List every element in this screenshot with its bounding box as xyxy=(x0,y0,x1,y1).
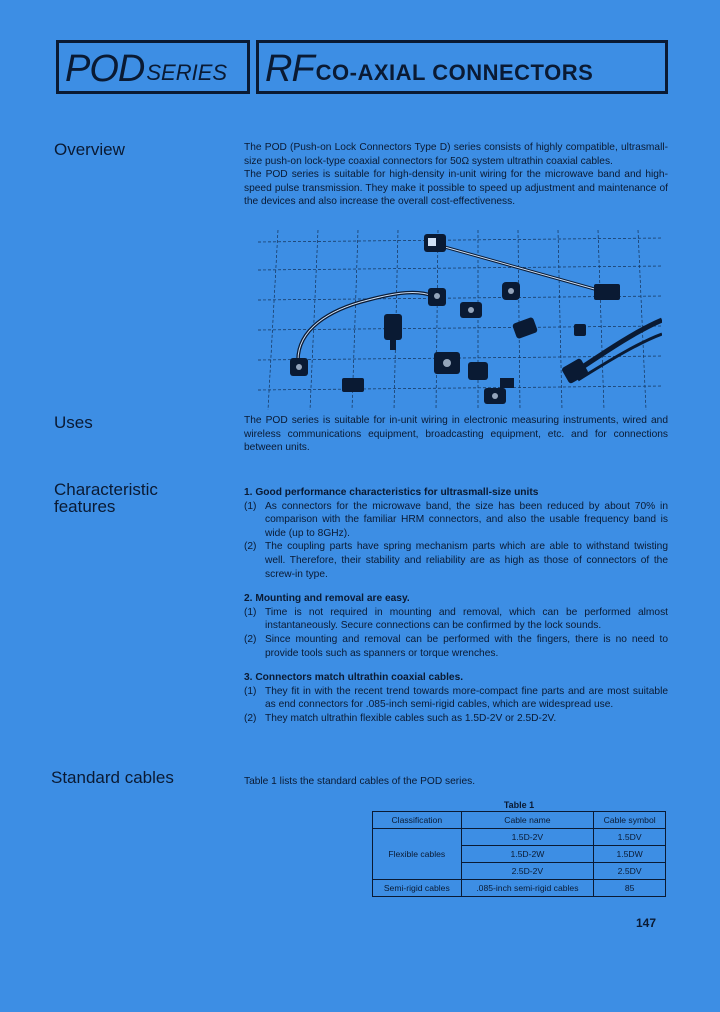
feature-item-text: They match ultrathin flexible cables such as 1.5D-2V or 2.5D-2V. xyxy=(265,712,557,724)
feature-item-number: (1) xyxy=(244,606,257,618)
standard-cables-table xyxy=(372,811,666,897)
feature-item-text: Time is not required in mounting and removal, which can be performed almost instantaneously. Secure connections can be confirmed by the lock sounds. xyxy=(265,606,668,632)
feature-group-1 xyxy=(244,486,668,581)
feature-group-3 xyxy=(244,671,668,725)
characteristics-title xyxy=(54,481,158,515)
feature-item-number: (2) xyxy=(244,633,257,645)
classification-cell: Semi-rigid cables xyxy=(373,880,462,897)
feature-item xyxy=(244,606,668,633)
connector-parts xyxy=(290,234,620,404)
overview-paragraph-2: The POD series is suitable for high-density in-unit wiring for the microwave band and high-speed pulse transmission. They make it possible to speed up adjustment and maintenance of the devices and also increase the overall cost-effectiveness. xyxy=(244,169,668,208)
cable-symbol-cell: 1.5DV xyxy=(594,829,666,846)
overview-paragraph-1: The POD (Push-on Lock Connectors Type D) series consists of highly compatible, ultrasmall-size push-on lock-type coaxial connectors for 50Ω system ultrathin coaxial cables. xyxy=(244,142,668,167)
series-name: POD xyxy=(65,48,145,90)
column-header: Cable symbol xyxy=(594,812,666,829)
cable-symbol-cell: 2.5DV xyxy=(594,863,666,880)
feature-item-text: As connectors for the microwave band, the size has been reduced by about 70% in comparison with the familiar HRM connectors, and also the usable frequency band is wide (up to 8GHz). xyxy=(265,500,668,539)
connectors-photo xyxy=(258,230,662,410)
table-header-row xyxy=(373,812,666,829)
table-row xyxy=(373,880,666,897)
feature-item-text: The coupling parts have spring mechanism parts which are able to withstand twisting well. Therefore, their stability and reliability are as high as those of connectors of the screw-in type. xyxy=(265,541,668,580)
feature-item-number: (2) xyxy=(244,541,257,553)
cable-name-cell: .085-inch semi-rigid cables xyxy=(461,880,594,897)
overview-title: Overview xyxy=(54,140,125,159)
feature-item xyxy=(244,685,668,712)
feature-item-number: (1) xyxy=(244,685,257,697)
feature-item xyxy=(244,540,668,581)
product-label: CO-AXIAL CONNECTORS xyxy=(315,60,594,85)
series-label: SERIES xyxy=(146,60,228,85)
product-prefix: RF xyxy=(265,48,314,90)
column-header: Classification xyxy=(373,812,462,829)
feature-heading: 1. Good performance characteristics for ultrasmall-size units xyxy=(244,487,539,498)
page-header xyxy=(56,40,668,92)
cable-name-cell: 1.5D-2V xyxy=(461,829,594,846)
feature-heading: 3. Connectors match ultrathin coaxial cables. xyxy=(244,672,464,684)
cable-name-cell: 1.5D-2W xyxy=(461,846,594,863)
overview-text xyxy=(244,141,668,209)
standard-cables-title: Standard cables xyxy=(51,768,174,787)
classification-cell: Flexible cables xyxy=(373,829,462,880)
characteristics-title-line-1: Characteristic xyxy=(54,480,158,499)
feature-item-number: (1) xyxy=(244,500,257,512)
feature-item-text: Since mounting and removal can be performed with the fingers, there is no need to provide tools such as spanners or torque wrenches. xyxy=(265,633,668,659)
series-title-box xyxy=(56,40,250,94)
characteristics-title-line-2: features xyxy=(54,497,116,516)
cable-symbol-cell: 1.5DW xyxy=(594,846,666,863)
table-caption: Table 1 xyxy=(503,800,535,810)
feature-item xyxy=(244,712,668,726)
page-number: 147 xyxy=(636,916,657,930)
feature-item-text: They fit in with the recent trend towards more-compact fine parts and are most suitable as end connectors for .085-inch semi-rigid cables, which are widespread use. xyxy=(265,685,668,711)
product-title-box xyxy=(256,40,668,94)
standard-cables-text: Table 1 lists the standard cables of the POD series. xyxy=(244,776,476,787)
characteristics-list xyxy=(244,486,668,726)
uses-text: The POD series is suitable for in-unit wiring in electronic measuring instruments, wired and wireless communications equipment, broadcasting equipment, etc. and for connections between units. xyxy=(244,415,668,454)
feature-item-number: (2) xyxy=(244,712,257,724)
feature-group-2 xyxy=(244,592,668,660)
cable-name-cell: 2.5D-2V xyxy=(461,863,594,880)
cable-symbol-cell: 85 xyxy=(594,880,666,897)
feature-heading: 2. Mounting and removal are easy. xyxy=(244,593,410,605)
uses-title: Uses xyxy=(54,413,93,432)
table-row xyxy=(373,829,666,846)
feature-item xyxy=(244,500,668,541)
feature-item xyxy=(244,633,668,660)
column-header: Cable name xyxy=(461,812,594,829)
